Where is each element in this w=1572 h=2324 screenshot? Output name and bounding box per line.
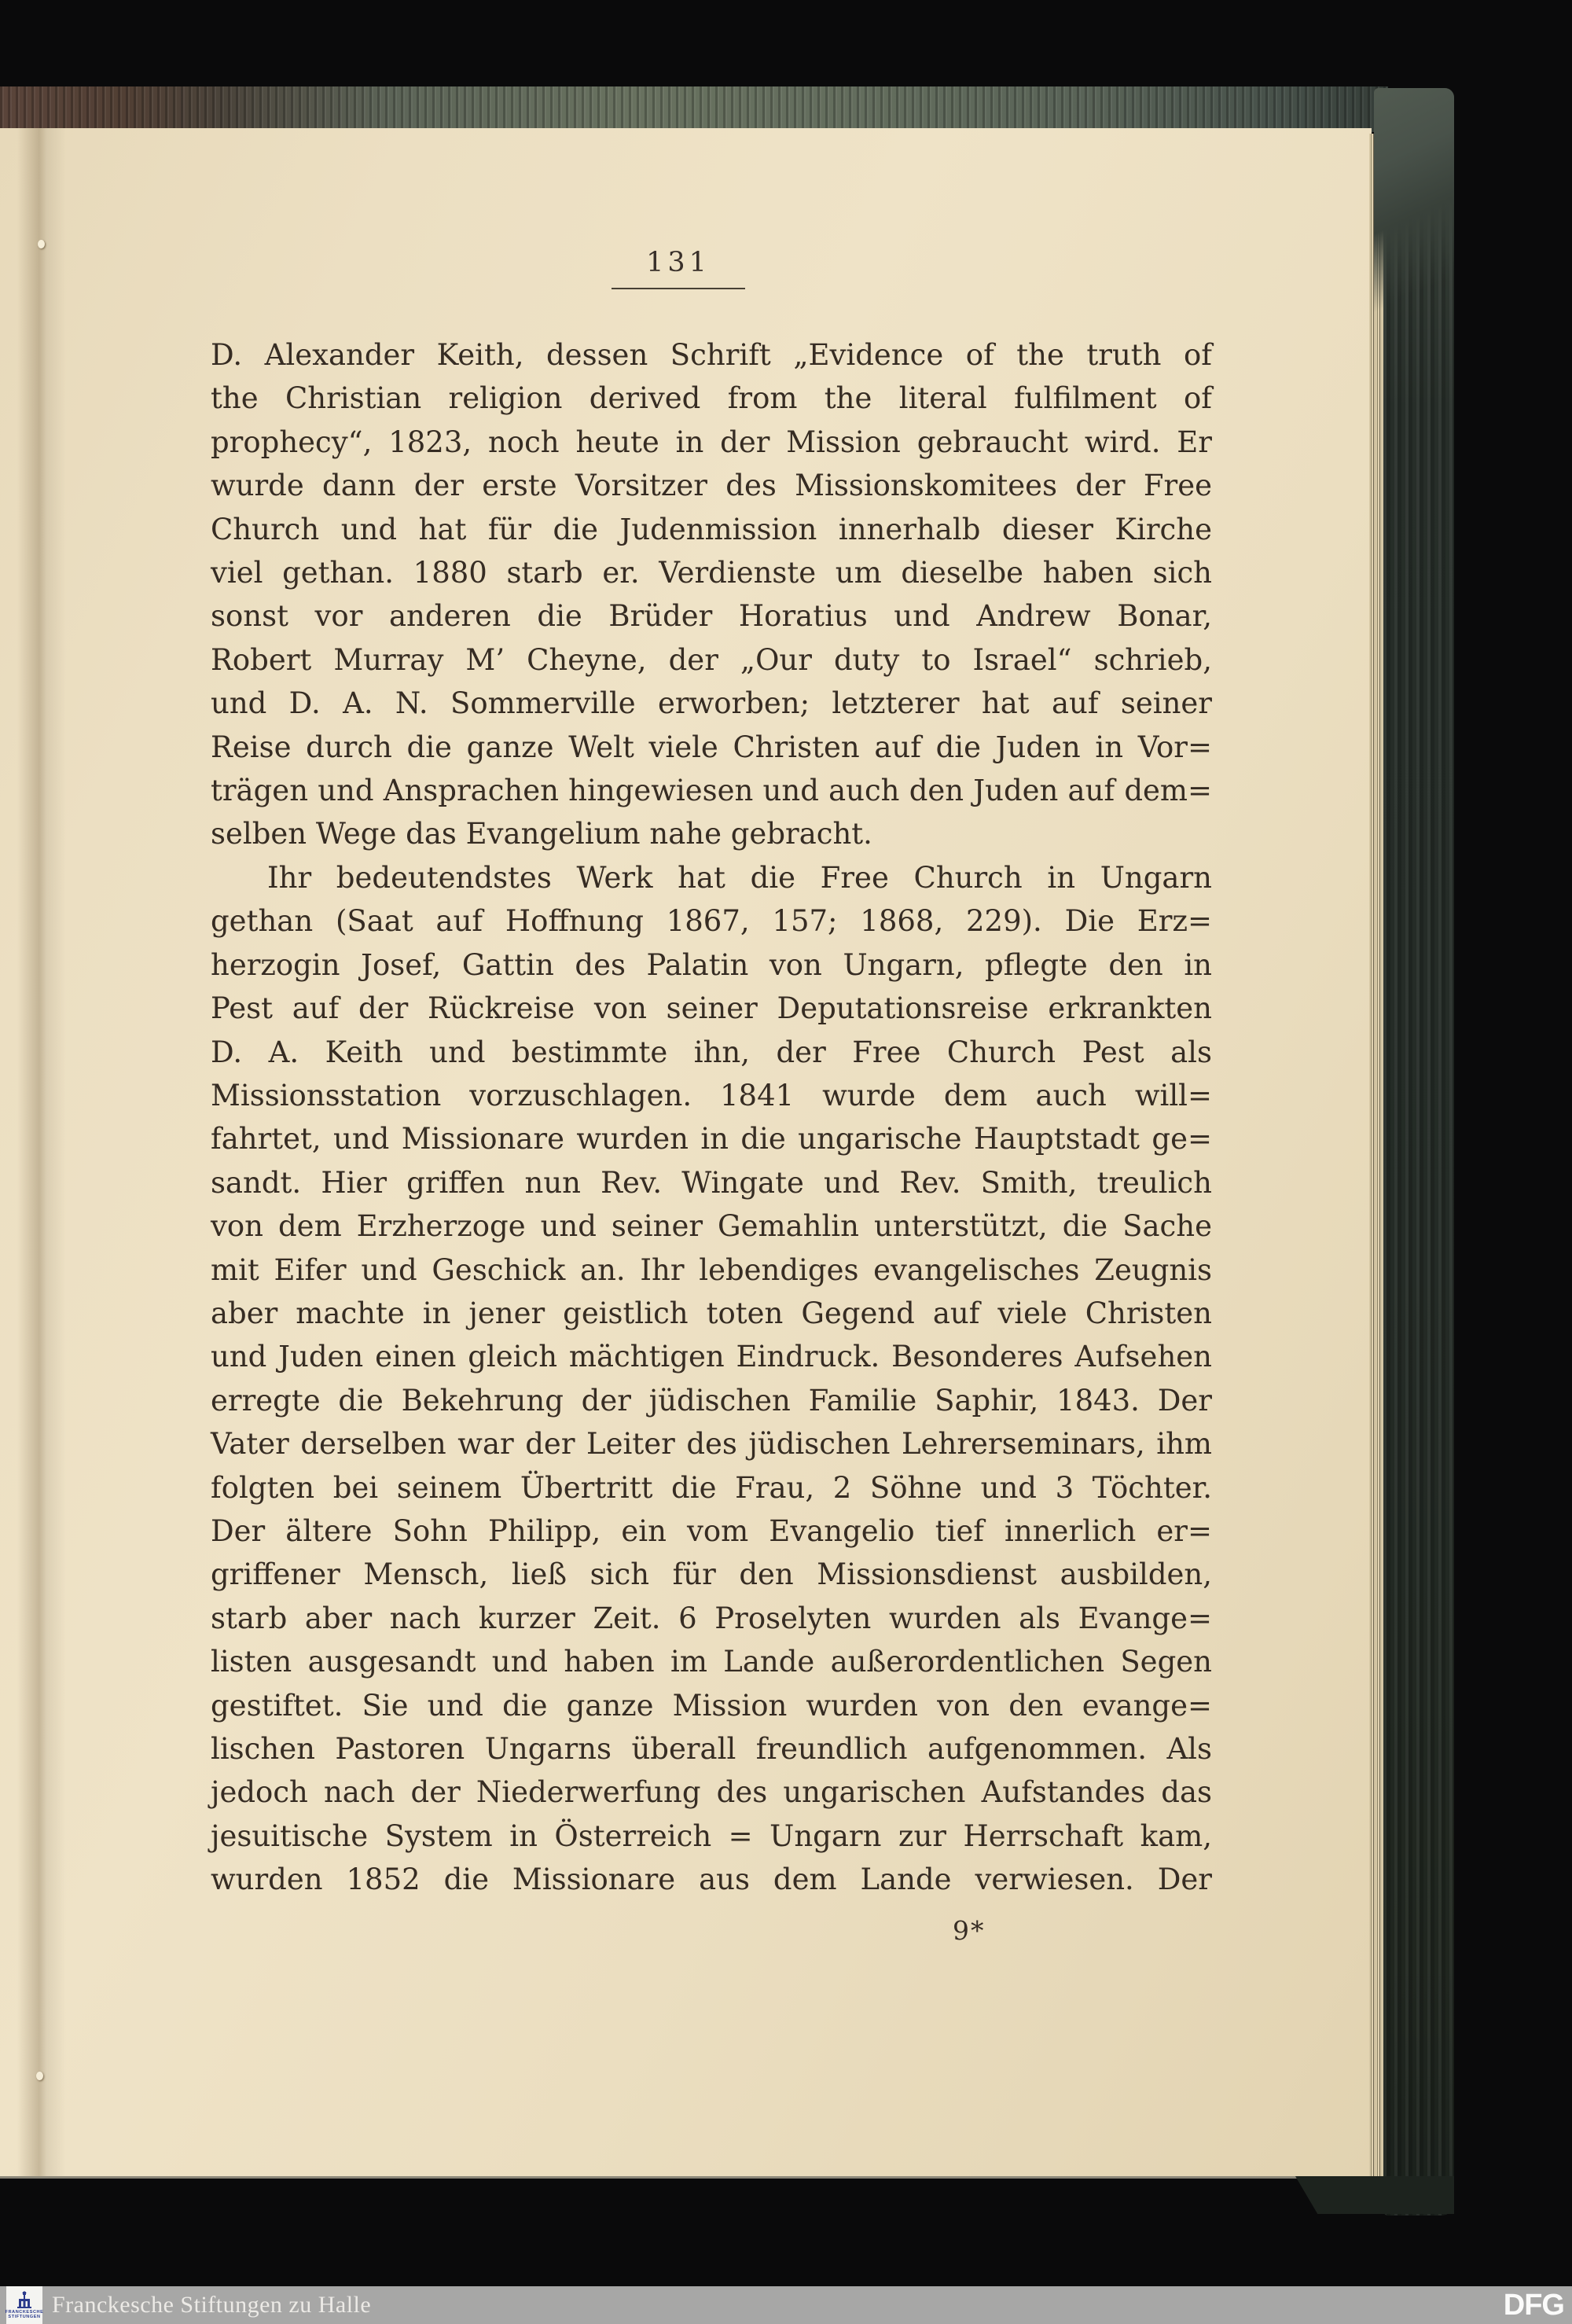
logo-caption-line2: STIFTUNGEN (8, 2315, 41, 2319)
text-line: the Christian religion derived from the literal fulfilment of (211, 381, 1212, 416)
text-line: listen ausgesandt und haben im Lande außerordentlichen Segen (211, 1645, 1212, 1679)
text-line: trägen und Ansprachen hingewiesen und auch den Juden auf dem= (211, 774, 1212, 808)
text-line: Robert Murray M’ Cheyne, der „Our duty to Israel“ schrieb, (211, 642, 1212, 677)
text-line: Vater derselben war der Leiter des jüdischen Lehrerseminars, ihm (211, 1427, 1212, 1462)
text-line: griffener Mensch, ließ sich für den Missionsdienst ausbilden, (211, 1557, 1212, 1592)
book-cover-corner (1374, 88, 1454, 332)
text-line: wurde dann der erste Vorsitzer des Missionskomitees der Free (211, 469, 1212, 503)
text-line: wurden 1852 die Missionare aus dem Lande verwiesen. Der (211, 1863, 1212, 1897)
text-line: fahrtet, und Missionare wurden in die ungarische Hauptstadt ge= (211, 1122, 1212, 1156)
text-line: lischen Pastoren Ungarns überall freundlich aufgenommen. Als (211, 1732, 1212, 1766)
page-number: 131 (646, 247, 711, 278)
book-top-edge (0, 86, 1388, 132)
text-line: Missionsstation vorzuschlagen. 1841 wurde dem auch will= (211, 1078, 1212, 1112)
text-line: D. A. Keith und bestimmte ihn, der Free Church Pest als (211, 1035, 1212, 1069)
text-line: viel gethan. 1880 starb er. Verdienste um dieselbe haben sich (211, 556, 1212, 590)
text-line: starb aber nach kurzer Zeit. 6 Proselyten wurden als Evange= (211, 1601, 1212, 1635)
text-line: jesuitische System in Österreich = Ungarn zur Herrschaft kam, (211, 1818, 1212, 1853)
text-line: und D. A. N. Sommerville erworben; letzterer hat auf seiner (211, 686, 1212, 721)
text-line: Der ältere Sohn Philipp, ein vom Evangelio tief innerlich er= (211, 1513, 1212, 1548)
text-line: selben Wege das Evangelium nahe gebracht. (211, 817, 872, 851)
text-line: Pest auf der Rückreise von seiner Deputationsreise erkrankten (211, 991, 1212, 1026)
page-stack-edges (1369, 134, 1385, 2178)
text-line: erregte die Bekehrung der jüdischen Familie Saphir, 1843. Der (211, 1383, 1212, 1418)
text-line: Ihr bedeutendstes Werk hat die Free Church in Ungarn (267, 860, 1212, 895)
text-line: sandt. Hier griffen nun Rev. Wingate und Rev. Smith, treulich (211, 1165, 1212, 1200)
text-line: jedoch nach der Niederwerfung des ungarischen Aufstandes das (211, 1775, 1212, 1810)
franckesche-emblem-icon (16, 2291, 33, 2310)
text-line: Reise durch die ganze Welt viele Christen auf die Juden in Vor= (211, 730, 1212, 764)
text-line: folgten bei seinem Übertritt die Frau, 2 Söhne und 3 Töchter. (211, 1470, 1212, 1505)
book-cover-bottom-edge (1295, 2176, 1454, 2214)
page-number-rule (612, 288, 745, 289)
text-line: Church und hat für die Judenmission innerhalb dieser Kirche (211, 512, 1212, 546)
text-line: prophecy“, 1823, noch heute in der Mission gebraucht wird. Er (211, 425, 1212, 459)
signature-mark: 9* (953, 1915, 986, 1946)
text-line: aber machte in jener geistlich toten Gegend auf viele Christen (211, 1296, 1212, 1330)
text-line: herzogin Josef, Gattin des Palatin von Ungarn, pflegte den in (211, 947, 1212, 982)
text-line: sonst vor anderen die Brüder Horatius und Andrew Bonar, (211, 599, 1212, 634)
text-line: und Juden einen gleich mächtigen Eindruck. Besonderes Aufsehen (211, 1340, 1212, 1374)
text-line: gestiftet. Sie und die ganze Mission wurden von den evange= (211, 1688, 1212, 1723)
institution-label: Franckesche Stiftungen zu Halle (52, 2292, 372, 2318)
text-line: von dem Erzherzoge und seiner Gemahlin unterstützt, die Sache (211, 1209, 1212, 1244)
text-line: D. Alexander Keith, dessen Schrift „Evidence of the truth of (211, 338, 1212, 372)
text-block (211, 333, 1212, 1902)
logo-caption-line1: FRANCKESCHE (5, 2310, 44, 2315)
book-cover-edge (1383, 88, 1454, 2216)
footer-bar (0, 2286, 1572, 2324)
dfg-logo: DFG (1503, 2289, 1564, 2322)
text-line: gethan (Saat auf Hoffnung 1867, 157; 1868, 229). Die Erz= (211, 904, 1212, 939)
binding-hole (38, 240, 45, 248)
binding-hole (36, 2072, 43, 2080)
text-line: mit Eifer und Geschick an. Ihr lebendiges evangelisches Zeugnis (211, 1252, 1212, 1287)
franckesche-stiftungen-logo (6, 2286, 42, 2324)
